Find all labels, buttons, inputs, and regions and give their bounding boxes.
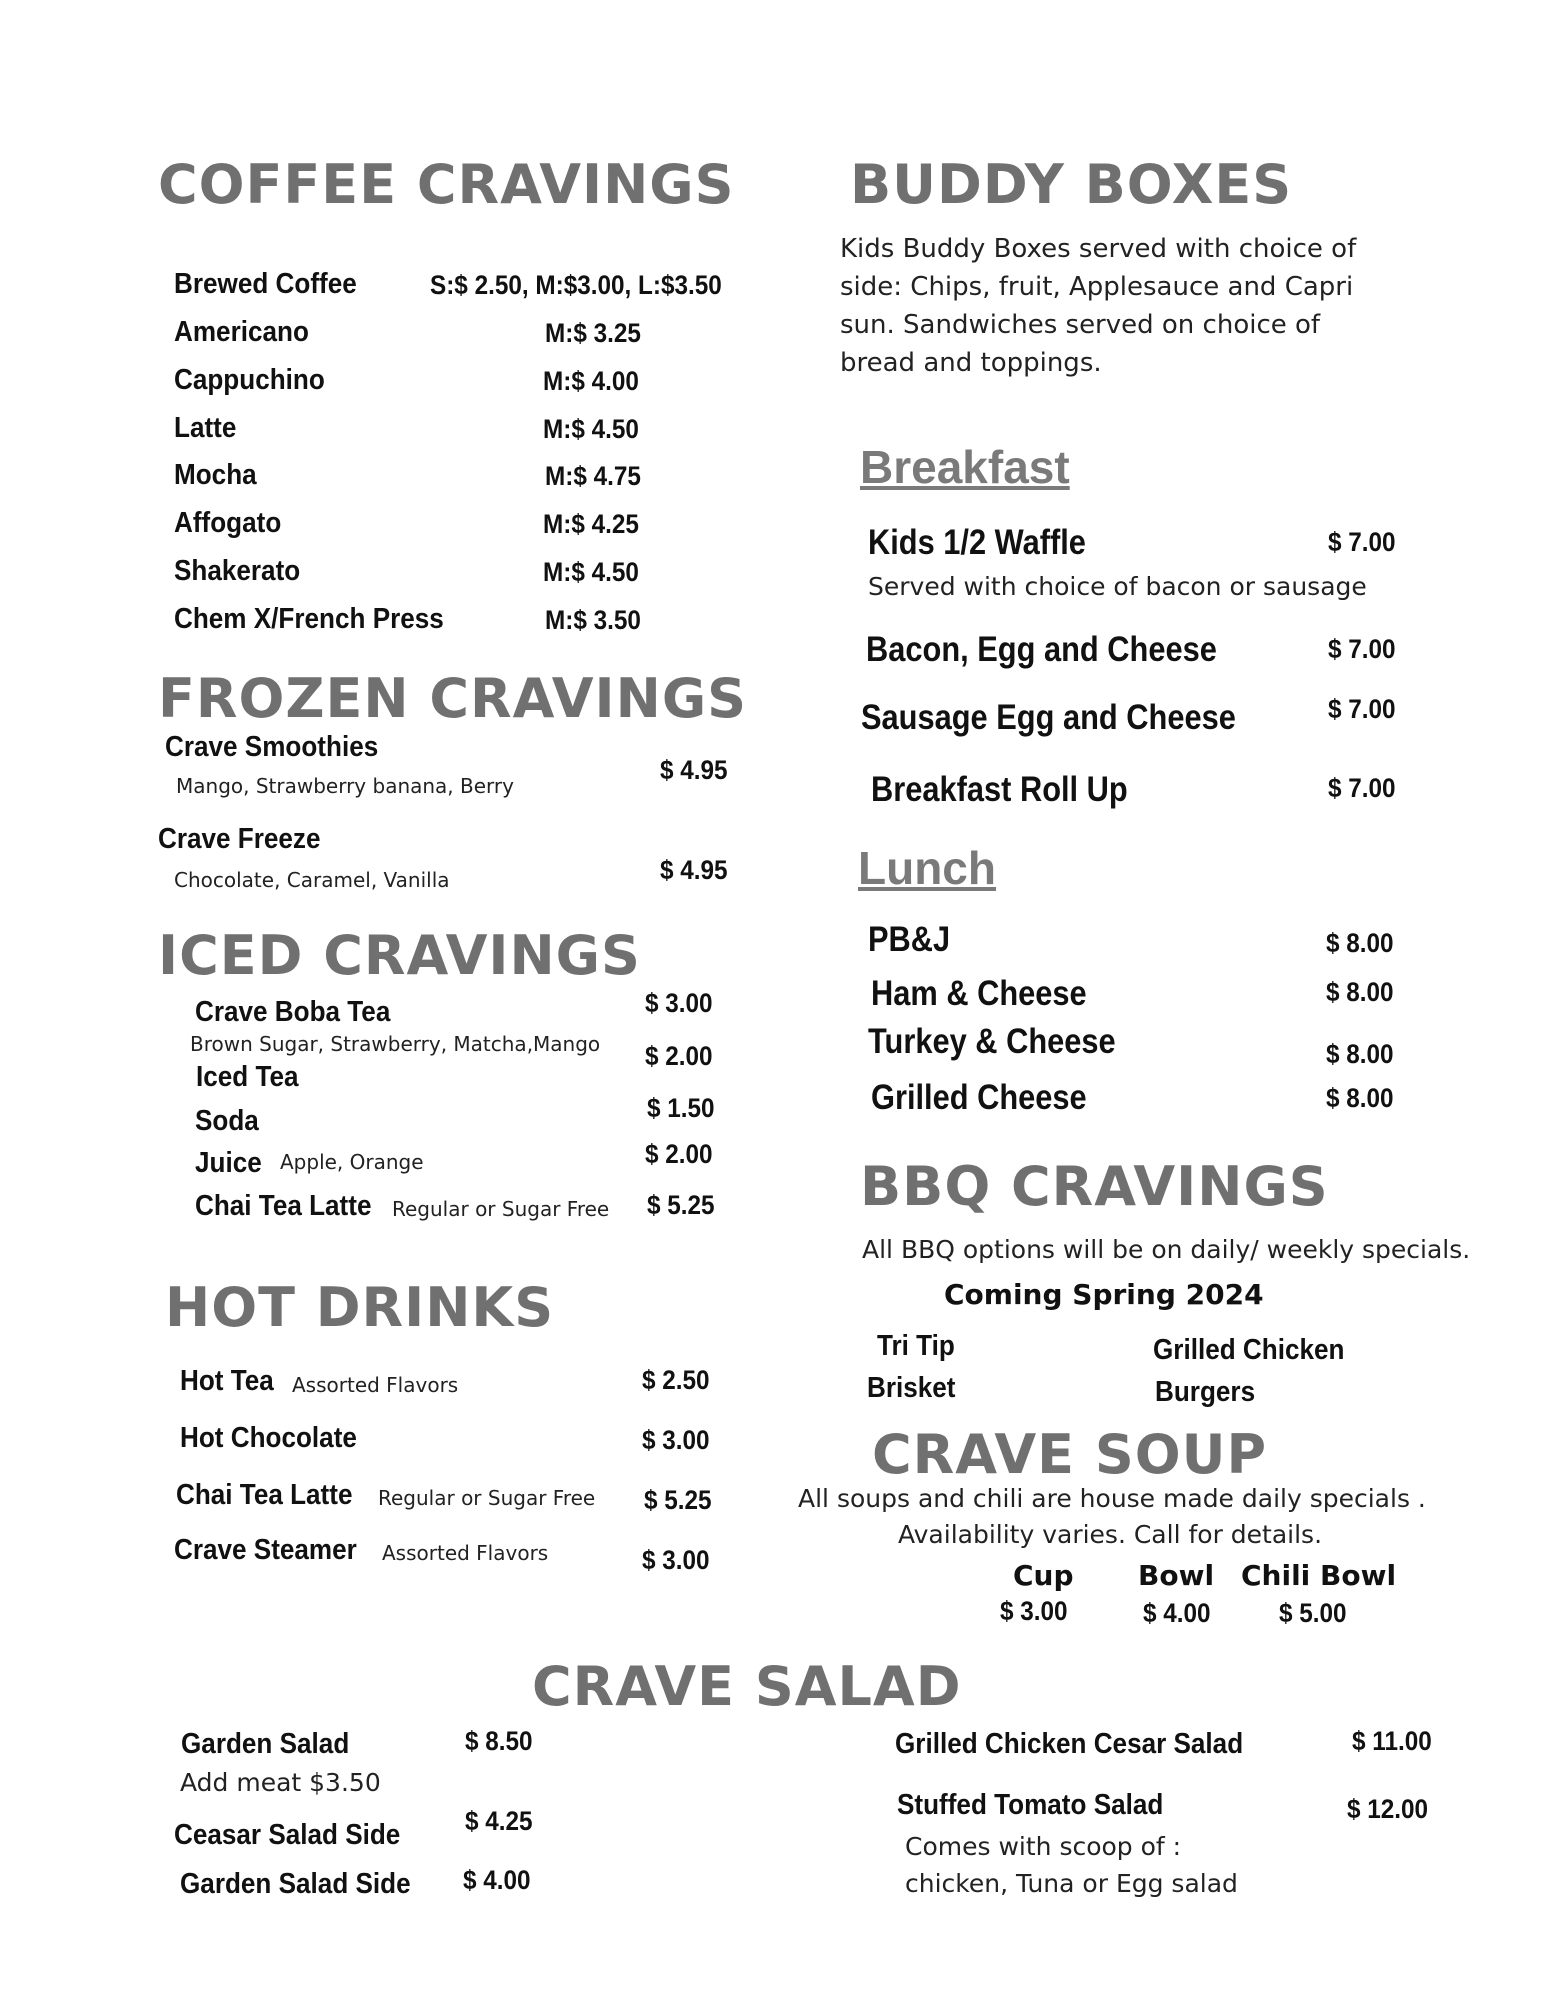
menu-item-note: Comes with scoop of : <box>905 1832 1182 1861</box>
bbq-item: Tri Tip <box>877 1330 955 1362</box>
menu-item-name: Crave Freeze <box>158 823 321 855</box>
menu-item-name: Crave Smoothies <box>165 731 379 763</box>
menu-item-price: $ 4.95 <box>660 755 728 785</box>
menu-item-name: Kids 1/2 Waffle <box>868 523 1086 562</box>
menu-item-price: M:$ 3.25 <box>545 318 641 348</box>
menu-item-price: M:$ 4.00 <box>543 366 639 396</box>
menu-item-name: Iced Tea <box>196 1061 299 1093</box>
frozen-title: FROZEN CRAVINGS <box>158 667 748 730</box>
menu-item-note: Add meat $3.50 <box>180 1768 381 1797</box>
soup-size-price: $ 5.00 <box>1279 1598 1347 1628</box>
soup-description-line: Availability varies. Call for details. <box>898 1520 1323 1549</box>
soup-description-line: All soups and chili are house made daily specials . <box>798 1484 1426 1513</box>
menu-item-price: $ 3.00 <box>642 1545 710 1575</box>
buddy-description-line: side: Chips, fruit, Applesauce and Capri <box>840 272 1354 302</box>
menu-item-name: Cappuchino <box>174 364 325 396</box>
buddy-description-line: sun. Sandwiches served on choice of <box>840 310 1321 340</box>
menu-item-name: Grilled Cheese <box>871 1078 1087 1117</box>
menu-item-price: M:$ 4.50 <box>543 557 639 587</box>
menu-item-name: Stuffed Tomato Salad <box>897 1789 1164 1821</box>
menu-item-price: $ 7.00 <box>1328 694 1396 724</box>
menu-item-name: Sausage Egg and Cheese <box>861 698 1236 737</box>
menu-item-price: $ 4.95 <box>660 855 728 885</box>
menu-item-name: Hot Tea <box>180 1365 274 1397</box>
menu-item-price: $ 3.00 <box>645 988 713 1018</box>
breakfast-heading: Breakfast <box>860 441 1070 493</box>
coffee-title: COFFEE CRAVINGS <box>158 153 735 216</box>
menu-item-note: chicken, Tuna or Egg salad <box>905 1869 1238 1898</box>
soup-size-label: Cup <box>1013 1559 1074 1592</box>
menu-item-name: Mocha <box>174 459 257 491</box>
menu-item-note: Mango, Strawberry banana, Berry <box>176 774 514 798</box>
menu-item-name: Bacon, Egg and Cheese <box>866 630 1217 669</box>
hot-title: HOT DRINKS <box>165 1276 555 1339</box>
menu-item-price: $ 5.25 <box>647 1190 715 1220</box>
soup-size-price: $ 3.00 <box>1000 1596 1068 1626</box>
menu-item-name: Affogato <box>174 507 282 539</box>
menu-item-price: $ 3.00 <box>642 1425 710 1455</box>
menu-item-note: Brown Sugar, Strawberry, Matcha,Mango <box>190 1032 601 1056</box>
menu-item-name: Shakerato <box>174 555 301 587</box>
menu-item-note: Assorted Flavors <box>292 1373 459 1397</box>
menu-item-price: $ 12.00 <box>1347 1794 1429 1824</box>
menu-item-note: Regular or Sugar Free <box>392 1197 610 1221</box>
menu-item-name: Ceasar Salad Side <box>174 1819 401 1851</box>
menu-item-price: $ 8.00 <box>1326 928 1394 958</box>
menu-item-name: PB&J <box>868 920 951 959</box>
buddy-description-line: bread and toppings. <box>840 348 1102 378</box>
menu-item-name: Chem X/French Press <box>174 603 444 635</box>
bbq-item: Burgers <box>1155 1376 1256 1408</box>
menu-item-price: M:$ 4.50 <box>543 414 639 444</box>
menu-item-price: $ 2.50 <box>642 1365 710 1395</box>
menu-item-price: $ 7.00 <box>1328 773 1396 803</box>
menu-item-price: S:$ 2.50, M:$3.00, L:$3.50 <box>430 270 722 300</box>
menu-item-name: Ham & Cheese <box>871 974 1087 1013</box>
menu-item-name: Crave Boba Tea <box>195 996 391 1028</box>
menu-item-name: Breakfast Roll Up <box>871 770 1128 809</box>
menu-item-price: $ 8.00 <box>1326 1039 1394 1069</box>
menu-item-price: $ 4.25 <box>465 1806 533 1836</box>
soup-size-price: $ 4.00 <box>1143 1598 1211 1628</box>
buddy-title: BUDDY BOXES <box>850 153 1293 216</box>
menu-item-price: $ 4.00 <box>463 1865 531 1895</box>
soup-size-label: Chili Bowl <box>1241 1559 1397 1592</box>
menu-item-price: $ 7.00 <box>1328 527 1396 557</box>
menu-item-name: Soda <box>195 1105 259 1137</box>
menu-item-price: M:$ 4.25 <box>543 509 639 539</box>
menu-item-price: $ 8.00 <box>1326 1083 1394 1113</box>
menu-item-price: M:$ 3.50 <box>545 605 641 635</box>
menu-item-name: Grilled Chicken Cesar Salad <box>895 1728 1244 1760</box>
menu-item-price: $ 2.00 <box>645 1041 713 1071</box>
menu-item-name: Juice <box>195 1147 262 1179</box>
salad-title: CRAVE SALAD <box>532 1655 962 1718</box>
soup-size-label: Bowl <box>1138 1559 1215 1592</box>
menu-item-name: Chai Tea Latte <box>195 1190 372 1222</box>
menu-item-name: Chai Tea Latte <box>176 1479 353 1511</box>
menu-item-name: Americano <box>174 316 309 348</box>
bbq-item: Grilled Chicken <box>1153 1334 1345 1366</box>
soup-title: CRAVE SOUP <box>872 1423 1268 1486</box>
menu-item-note: Served with choice of bacon or sausage <box>868 572 1367 601</box>
menu-item-price: $ 8.50 <box>465 1726 533 1756</box>
menu-item-price: $ 5.25 <box>644 1485 712 1515</box>
menu-item-name: Crave Steamer <box>174 1534 357 1566</box>
menu-item-name: Garden Salad Side <box>180 1868 411 1900</box>
menu-item-price: $ 1.50 <box>647 1093 715 1123</box>
menu-item-name: Turkey & Cheese <box>868 1022 1116 1061</box>
bbq-item: Brisket <box>867 1372 956 1404</box>
menu-item-note: Assorted Flavors <box>382 1541 549 1565</box>
bbq-title: BBQ CRAVINGS <box>860 1155 1329 1218</box>
menu-item-price: $ 11.00 <box>1352 1726 1432 1756</box>
menu-item-note: Regular or Sugar Free <box>378 1486 596 1510</box>
bbq-coming-soon: Coming Spring 2024 <box>944 1278 1264 1311</box>
menu-item-name: Garden Salad <box>181 1728 350 1760</box>
menu-item-price: $ 8.00 <box>1326 977 1394 1007</box>
bbq-description: All BBQ options will be on daily/ weekly specials. <box>862 1235 1471 1264</box>
menu-item-price: $ 7.00 <box>1328 634 1396 664</box>
iced-title: ICED CRAVINGS <box>158 924 641 987</box>
menu-item-note: Chocolate, Caramel, Vanilla <box>174 868 450 892</box>
menu-item-note: Apple, Orange <box>280 1150 424 1174</box>
menu-item-name: Brewed Coffee <box>174 268 357 300</box>
menu-item-name: Latte <box>174 412 237 444</box>
menu-item-price: M:$ 4.75 <box>545 461 641 491</box>
menu-item-name: Hot Chocolate <box>180 1422 357 1454</box>
buddy-description-line: Kids Buddy Boxes served with choice of <box>840 234 1357 264</box>
menu-item-price: $ 2.00 <box>645 1139 713 1169</box>
lunch-heading: Lunch <box>858 842 996 894</box>
